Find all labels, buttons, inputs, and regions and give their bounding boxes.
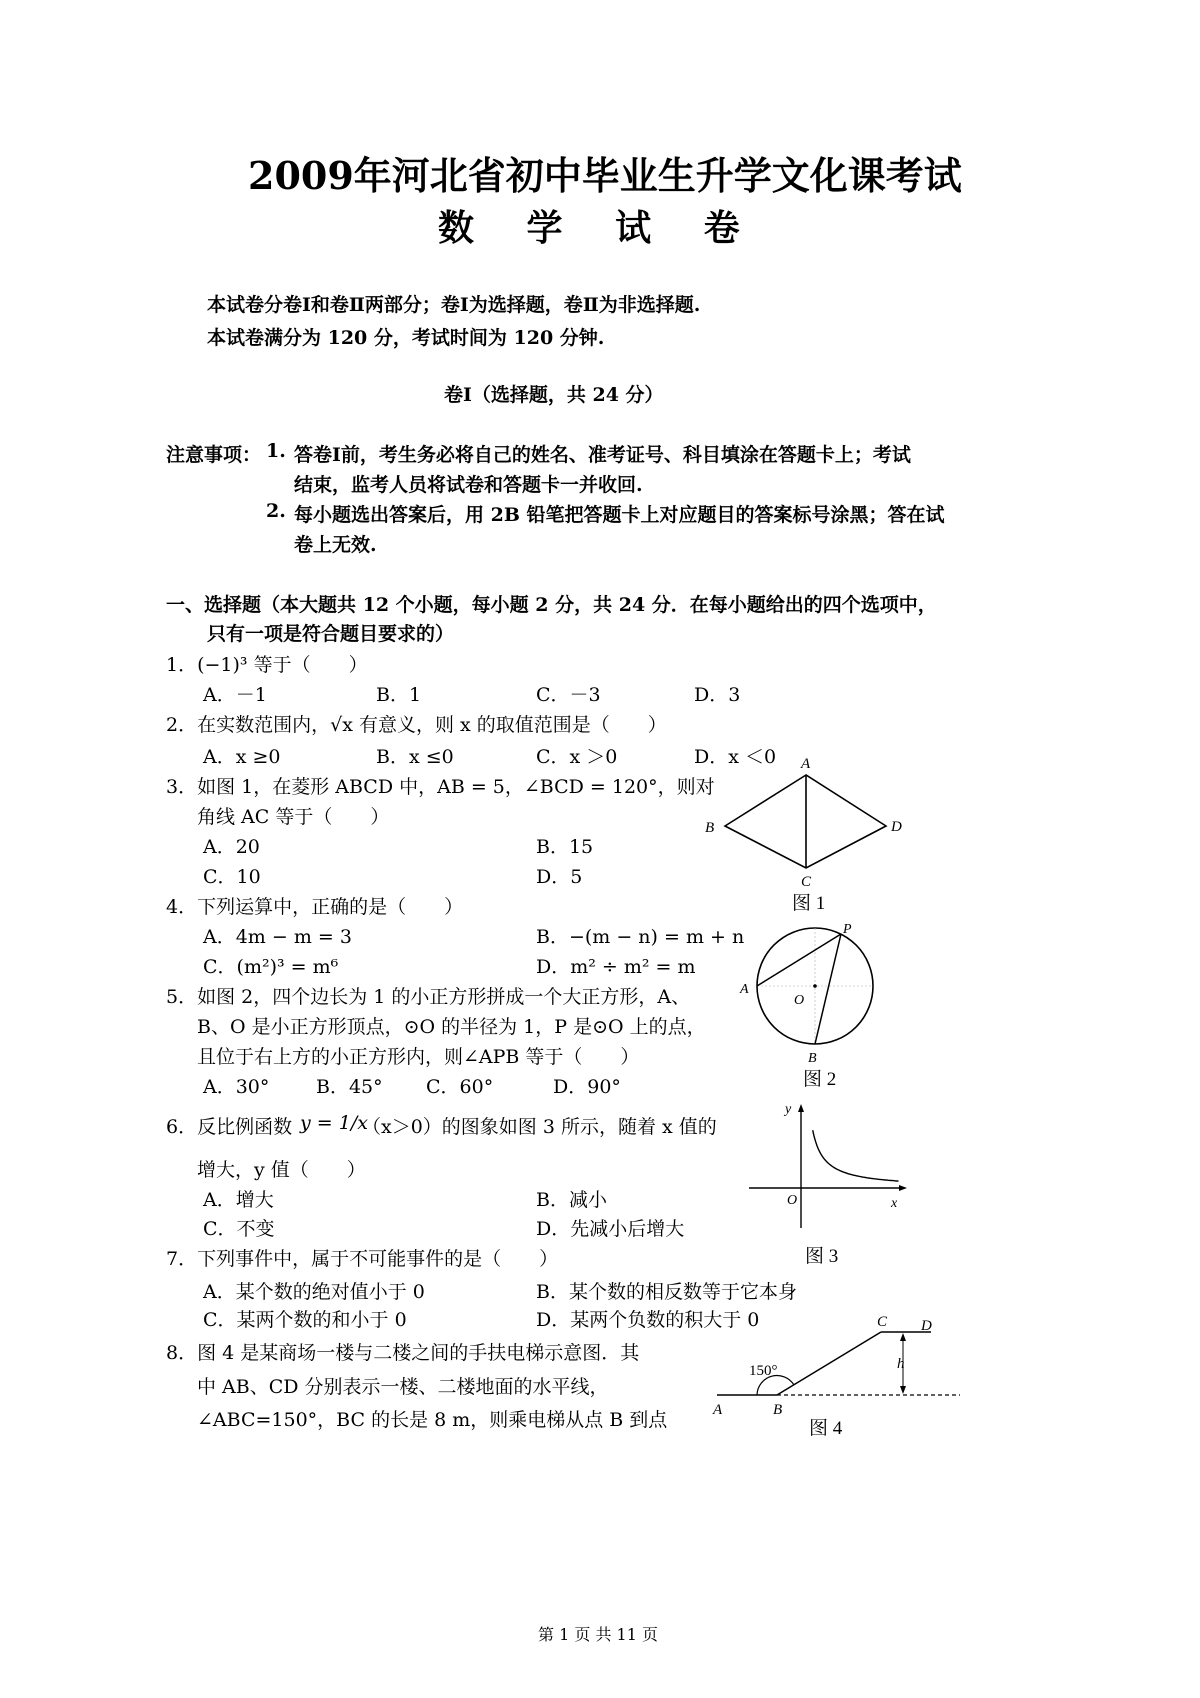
fig1-caption: 图 1 xyxy=(792,893,826,914)
fig4-caption: 图 4 xyxy=(809,1418,843,1439)
q7-option-c: C．某两个数的和小于 0 xyxy=(203,1309,407,1331)
q5-option-a: A．30° xyxy=(203,1076,270,1098)
fig4-label-d: D xyxy=(921,1318,932,1334)
intro-line-1: 本试卷分卷Ⅰ和卷Ⅱ两部分；卷Ⅰ为选择题，卷Ⅱ为非选择题. xyxy=(207,294,701,316)
figure-2-circle xyxy=(735,920,885,1095)
q2-stem: 2．在实数范围内，√x 有意义，则 x 的取值范围是（ ） xyxy=(166,714,667,736)
q2-option-a: A．x ≥0 xyxy=(203,746,281,768)
fig4-angle-label: 150° xyxy=(749,1363,778,1379)
q7-stem: 7．下列事件中，属于不可能事件的是（ ） xyxy=(166,1248,559,1270)
fig1-label-d: D xyxy=(891,819,902,835)
fig3-label-y: y xyxy=(785,1102,792,1117)
page-footer: 第 1 页 共 11 页 xyxy=(538,1625,658,1644)
q5-line-1: 5．如图 2，四个边长为 1 的小正方形拼成一个大正方形，A、 xyxy=(166,986,691,1008)
section-header: 卷Ⅰ（选择题，共 24 分） xyxy=(444,384,664,406)
q5-option-b: B．45° xyxy=(316,1076,383,1098)
figure-1-rhombus xyxy=(700,755,920,915)
fig2-label-p: P xyxy=(843,922,852,937)
q1-option-a: A．－1 xyxy=(203,684,267,706)
q5-option-c: C．60° xyxy=(426,1076,494,1098)
fig2-label-a: A xyxy=(740,982,749,997)
q5-option-d: D．90° xyxy=(553,1076,621,1098)
q4-option-b: B．−(m − n) = m + n xyxy=(536,926,745,948)
fig1-label-a: A xyxy=(801,756,811,772)
q6-option-c: C．不变 xyxy=(203,1218,275,1240)
q5-line-2: B、O 是小正方形顶点，⊙O 的半径为 1，P 是⊙O 上的点， xyxy=(197,1016,706,1038)
q4-option-d: D．m² ÷ m² = m xyxy=(536,956,696,978)
note-2-number: 2. xyxy=(266,500,286,522)
q2-option-d: D．x ＜0 xyxy=(694,746,777,768)
q1-option-d: D．3 xyxy=(694,684,741,706)
fig4-label-a: A xyxy=(713,1402,723,1418)
q7-option-d: D．某两个负数的积大于 0 xyxy=(536,1309,760,1331)
fig1-label-c: C xyxy=(801,874,812,890)
q8-line-2: 中 AB、CD 分别表示一楼、二楼地面的水平线， xyxy=(197,1376,609,1398)
q3-option-c: C．10 xyxy=(203,866,261,888)
q1-option-c: C．－3 xyxy=(536,684,601,706)
fig4-label-c: C xyxy=(877,1314,888,1330)
fig4-label-h: h xyxy=(897,1356,905,1372)
q4-option-a: A．4m − m = 3 xyxy=(203,926,352,948)
fig3-hyperbola-curve xyxy=(813,1130,899,1181)
q8-line-1: 8．图 4 是某商场一楼与二楼之间的手扶电梯示意图．其 xyxy=(166,1342,640,1364)
q3-option-d: D．5 xyxy=(536,866,583,888)
q3-line-2: 角线 AC 等于（ ） xyxy=(197,806,390,828)
fig3-label-o: O xyxy=(787,1193,798,1208)
fig2-label-o: O xyxy=(794,993,805,1008)
part1-header-line-1: 一、选择题（本大题共 12 个小题，每小题 2 分，共 24 分．在每小题给出的四个选项中， xyxy=(166,594,937,616)
note-2-line-1: 每小题选出答案后，用 2B 铅笔把答题卡上对应题目的答案标号涂黑；答在试 xyxy=(294,504,945,526)
q2-option-c: C．x ＞0 xyxy=(536,746,618,768)
fig3-label-x: x xyxy=(891,1196,898,1211)
q6-line-2: 增大，y 值（ ） xyxy=(197,1159,366,1181)
q6-function: y = 1/x xyxy=(300,1112,368,1134)
note-1-line-1: 答卷Ⅰ前，考生务必将自己的姓名、准考证号、科目填涂在答题卡上；考试 xyxy=(294,444,911,466)
notes-label: 注意事项： xyxy=(166,444,262,466)
note-1-number: 1. xyxy=(266,440,286,462)
q5-line-3: 且位于右上方的小正方形内，则∠APB 等于（ ） xyxy=(197,1046,640,1068)
q6-option-a: A．增大 xyxy=(203,1189,274,1211)
q3-option-b: B．15 xyxy=(536,836,594,858)
q1-option-b: B．1 xyxy=(376,684,422,706)
q4-stem: 4．下列运算中，正确的是（ ） xyxy=(166,896,464,918)
q3-line-1: 3．如图 1，在菱形 ABCD 中，AB = 5，∠BCD = 120°，则对 xyxy=(166,776,715,798)
q7-option-a: A．某个数的绝对值小于 0 xyxy=(203,1281,425,1303)
q6-option-d: D．先减小后增大 xyxy=(536,1218,685,1240)
fig2-label-b: B xyxy=(808,1051,817,1066)
q6-line-1-suffix: （x＞0）的图象如图 3 所示，随着 x 值的 xyxy=(362,1116,717,1138)
figure-4-escalator xyxy=(705,1310,965,1445)
fig4-label-b: B xyxy=(773,1402,783,1418)
fig3-caption: 图 3 xyxy=(805,1246,839,1267)
intro-line-2: 本试卷满分为 120 分，考试时间为 120 分钟. xyxy=(207,327,605,349)
q8-line-3: ∠ABC=150°，BC 的长是 8 m，则乘电梯从点 B 到点 xyxy=(197,1409,668,1431)
fig2-caption: 图 2 xyxy=(803,1069,837,1090)
figure-3-graph xyxy=(745,1100,915,1270)
note-1-line-2: 结束，监考人员将试卷和答题卡一并收回. xyxy=(294,474,643,496)
part1-header-line-2: 只有一项是符合题目要求的） xyxy=(207,623,455,645)
q4-option-c: C．(m²)³ = m⁶ xyxy=(203,956,339,978)
exam-subtitle: 数 学 试 卷 xyxy=(438,207,760,249)
q2-option-b: B．x ≤0 xyxy=(376,746,454,768)
q1-stem: 1．(−1)³ 等于（ ） xyxy=(166,654,368,676)
q7-option-b: B．某个数的相反数等于它本身 xyxy=(536,1281,797,1303)
q6-option-b: B．减小 xyxy=(536,1189,607,1211)
note-2-line-2: 卷上无效. xyxy=(294,534,377,556)
q3-option-a: A．20 xyxy=(203,836,260,858)
fig1-label-b: B xyxy=(705,820,715,836)
q6-line-1-prefix: 6．反比例函数 xyxy=(166,1116,293,1138)
exam-title: 2009年河北省初中毕业生升学文化课考试 xyxy=(248,153,962,198)
